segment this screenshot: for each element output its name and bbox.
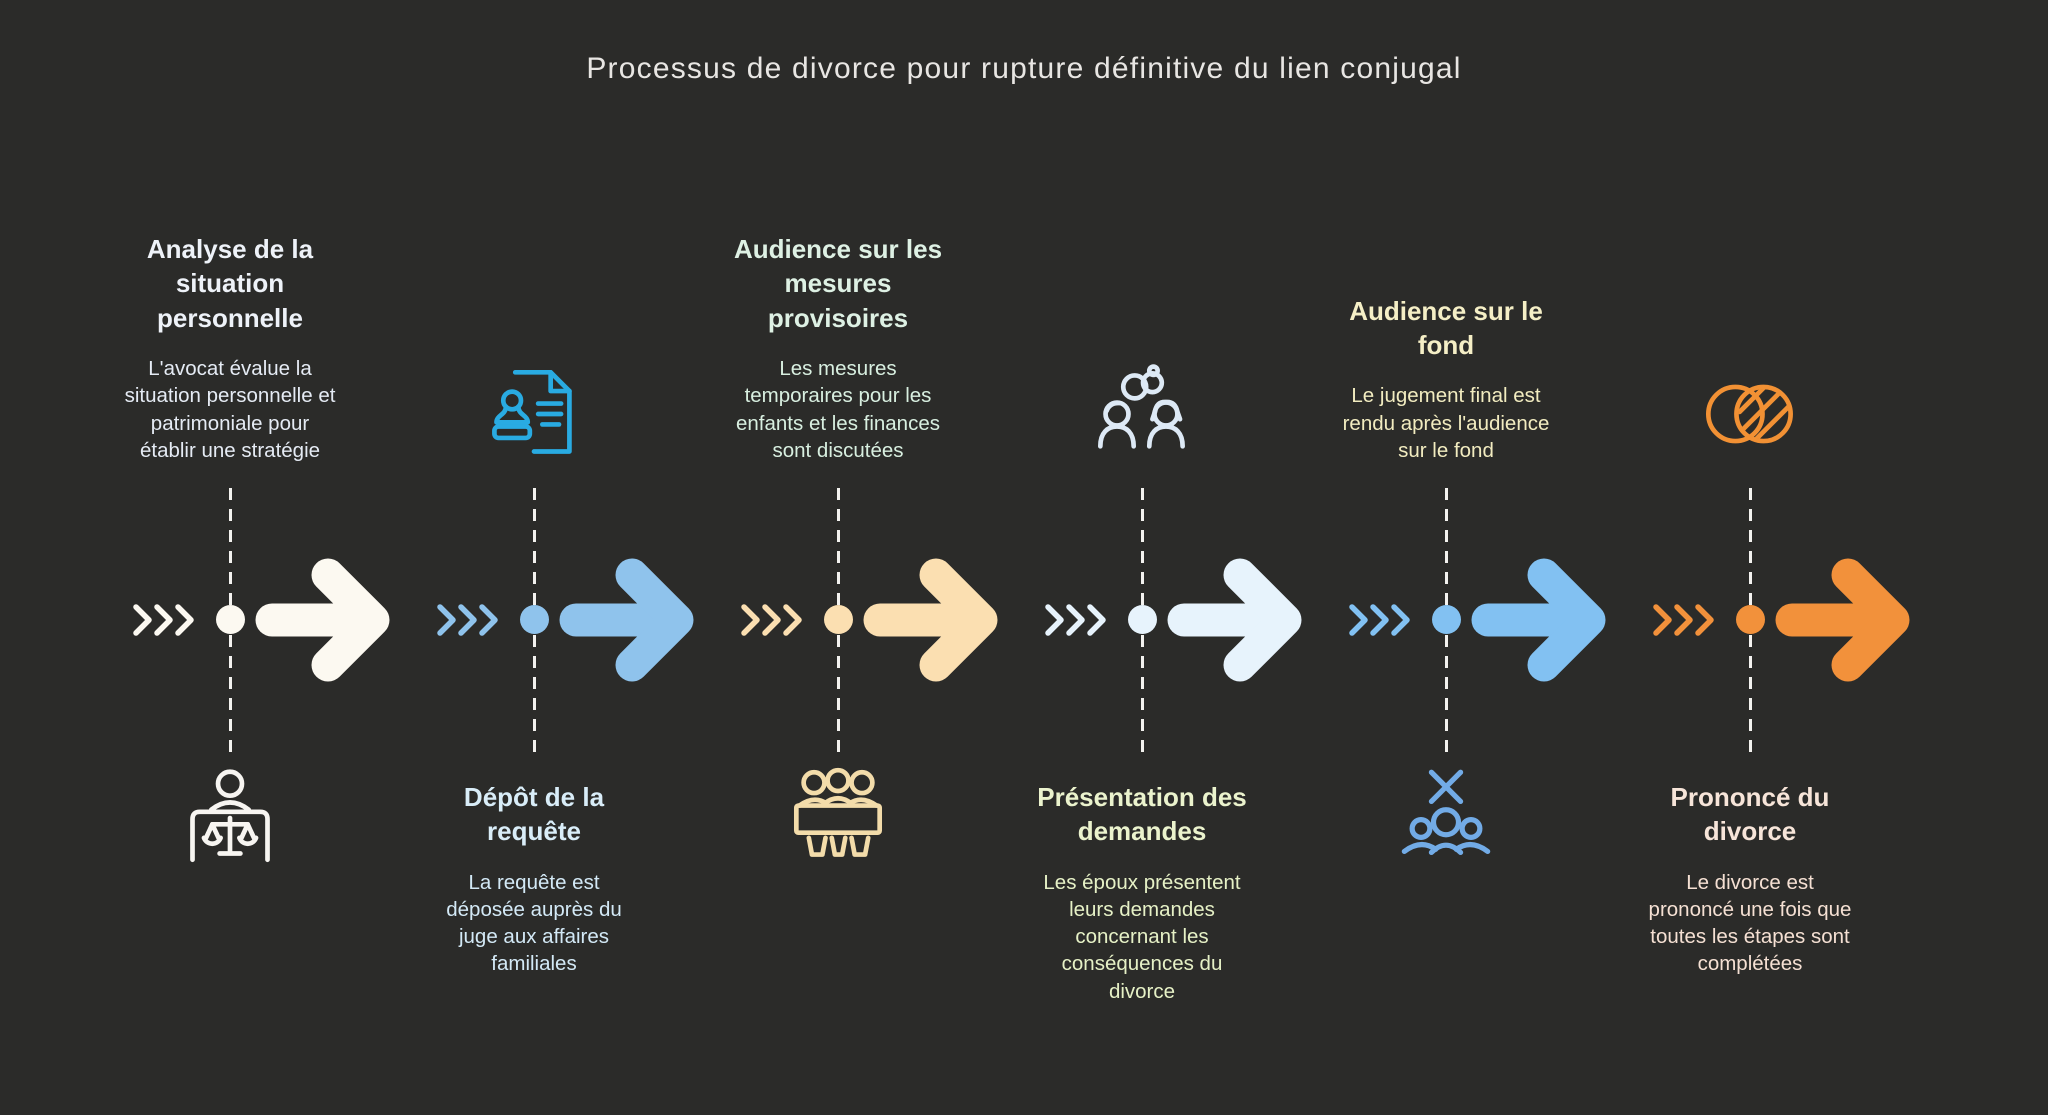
- divorce-rings-icon: [1698, 364, 1802, 464]
- verdict-group-icon: [1396, 766, 1496, 866]
- couple-rings-icon: [1092, 364, 1192, 464]
- timeline-dot: [824, 605, 853, 634]
- step-presentation-demandes: [982, 0, 1302, 1115]
- step-icon-block: [399, 364, 669, 464]
- step-depot-requete: [374, 0, 694, 1115]
- diagram-title: Processus de divorce pour rupture définitive du lien conjugal: [586, 52, 1462, 85]
- step-text-block: [95, 232, 365, 464]
- triple-chevron-icon: [132, 604, 194, 636]
- timeline-dot: [1736, 605, 1765, 634]
- timeline-dot: [1432, 605, 1461, 634]
- step-title: Audience sur les mesures provisoires: [733, 234, 943, 333]
- step-text-block: [1007, 766, 1277, 1005]
- timeline-dot: [1128, 605, 1157, 634]
- step-title: Dépôt de la requête: [463, 782, 605, 847]
- step-description: La requête est déposée auprès du juge aux affaires familiales: [446, 870, 622, 976]
- triple-chevron-icon: [1044, 604, 1106, 636]
- step-audience-fond: [1286, 0, 1606, 1115]
- step-analyse-situation: [70, 0, 390, 1115]
- triple-chevron-icon: [740, 604, 802, 636]
- step-description: Les époux présentent leurs demandes concernant les conséquences du divorce: [1043, 870, 1241, 1003]
- step-prononce-divorce: [1590, 0, 1910, 1115]
- triple-chevron-icon: [1348, 604, 1410, 636]
- triple-chevron-icon: [436, 604, 498, 636]
- step-icon-block: [1007, 364, 1277, 464]
- step-title: Analyse de la situation personnelle: [146, 234, 314, 333]
- arrow-right-icon: [1775, 550, 1925, 690]
- step-icon-block: [703, 766, 973, 866]
- step-description: Le divorce est prononcé une fois que toutes les étapes sont complétées: [1648, 870, 1852, 976]
- lawyer-scales-icon: [180, 766, 280, 866]
- step-audience-mesures: [678, 0, 998, 1115]
- timeline-dot: [216, 605, 245, 634]
- step-text-block: [399, 766, 669, 978]
- timeline-dot: [520, 605, 549, 634]
- step-icon-block: [1311, 766, 1581, 866]
- step-description: L'avocat évalue la situation personnelle et patrimoniale pour établir une stratégie: [124, 357, 336, 462]
- step-icon-block: [1615, 364, 1885, 464]
- step-text-block: [1311, 294, 1581, 464]
- step-title: Prononcé du divorce: [1670, 782, 1830, 847]
- step-title: Présentation des demandes: [1037, 782, 1247, 847]
- step-title: Audience sur le fond: [1349, 295, 1543, 360]
- step-description: Le jugement final est rendu après l'audience sur le fond: [1342, 384, 1550, 462]
- step-icon-block: [95, 766, 365, 866]
- step-description: Les mesures temporaires pour les enfants et les finances sont discutées: [736, 357, 940, 462]
- stamp-document-icon: [484, 364, 584, 464]
- step-text-block: [1615, 766, 1885, 978]
- triple-chevron-icon: [1652, 604, 1714, 636]
- step-text-block: [703, 232, 973, 464]
- tribunal-panel-icon: [786, 766, 890, 866]
